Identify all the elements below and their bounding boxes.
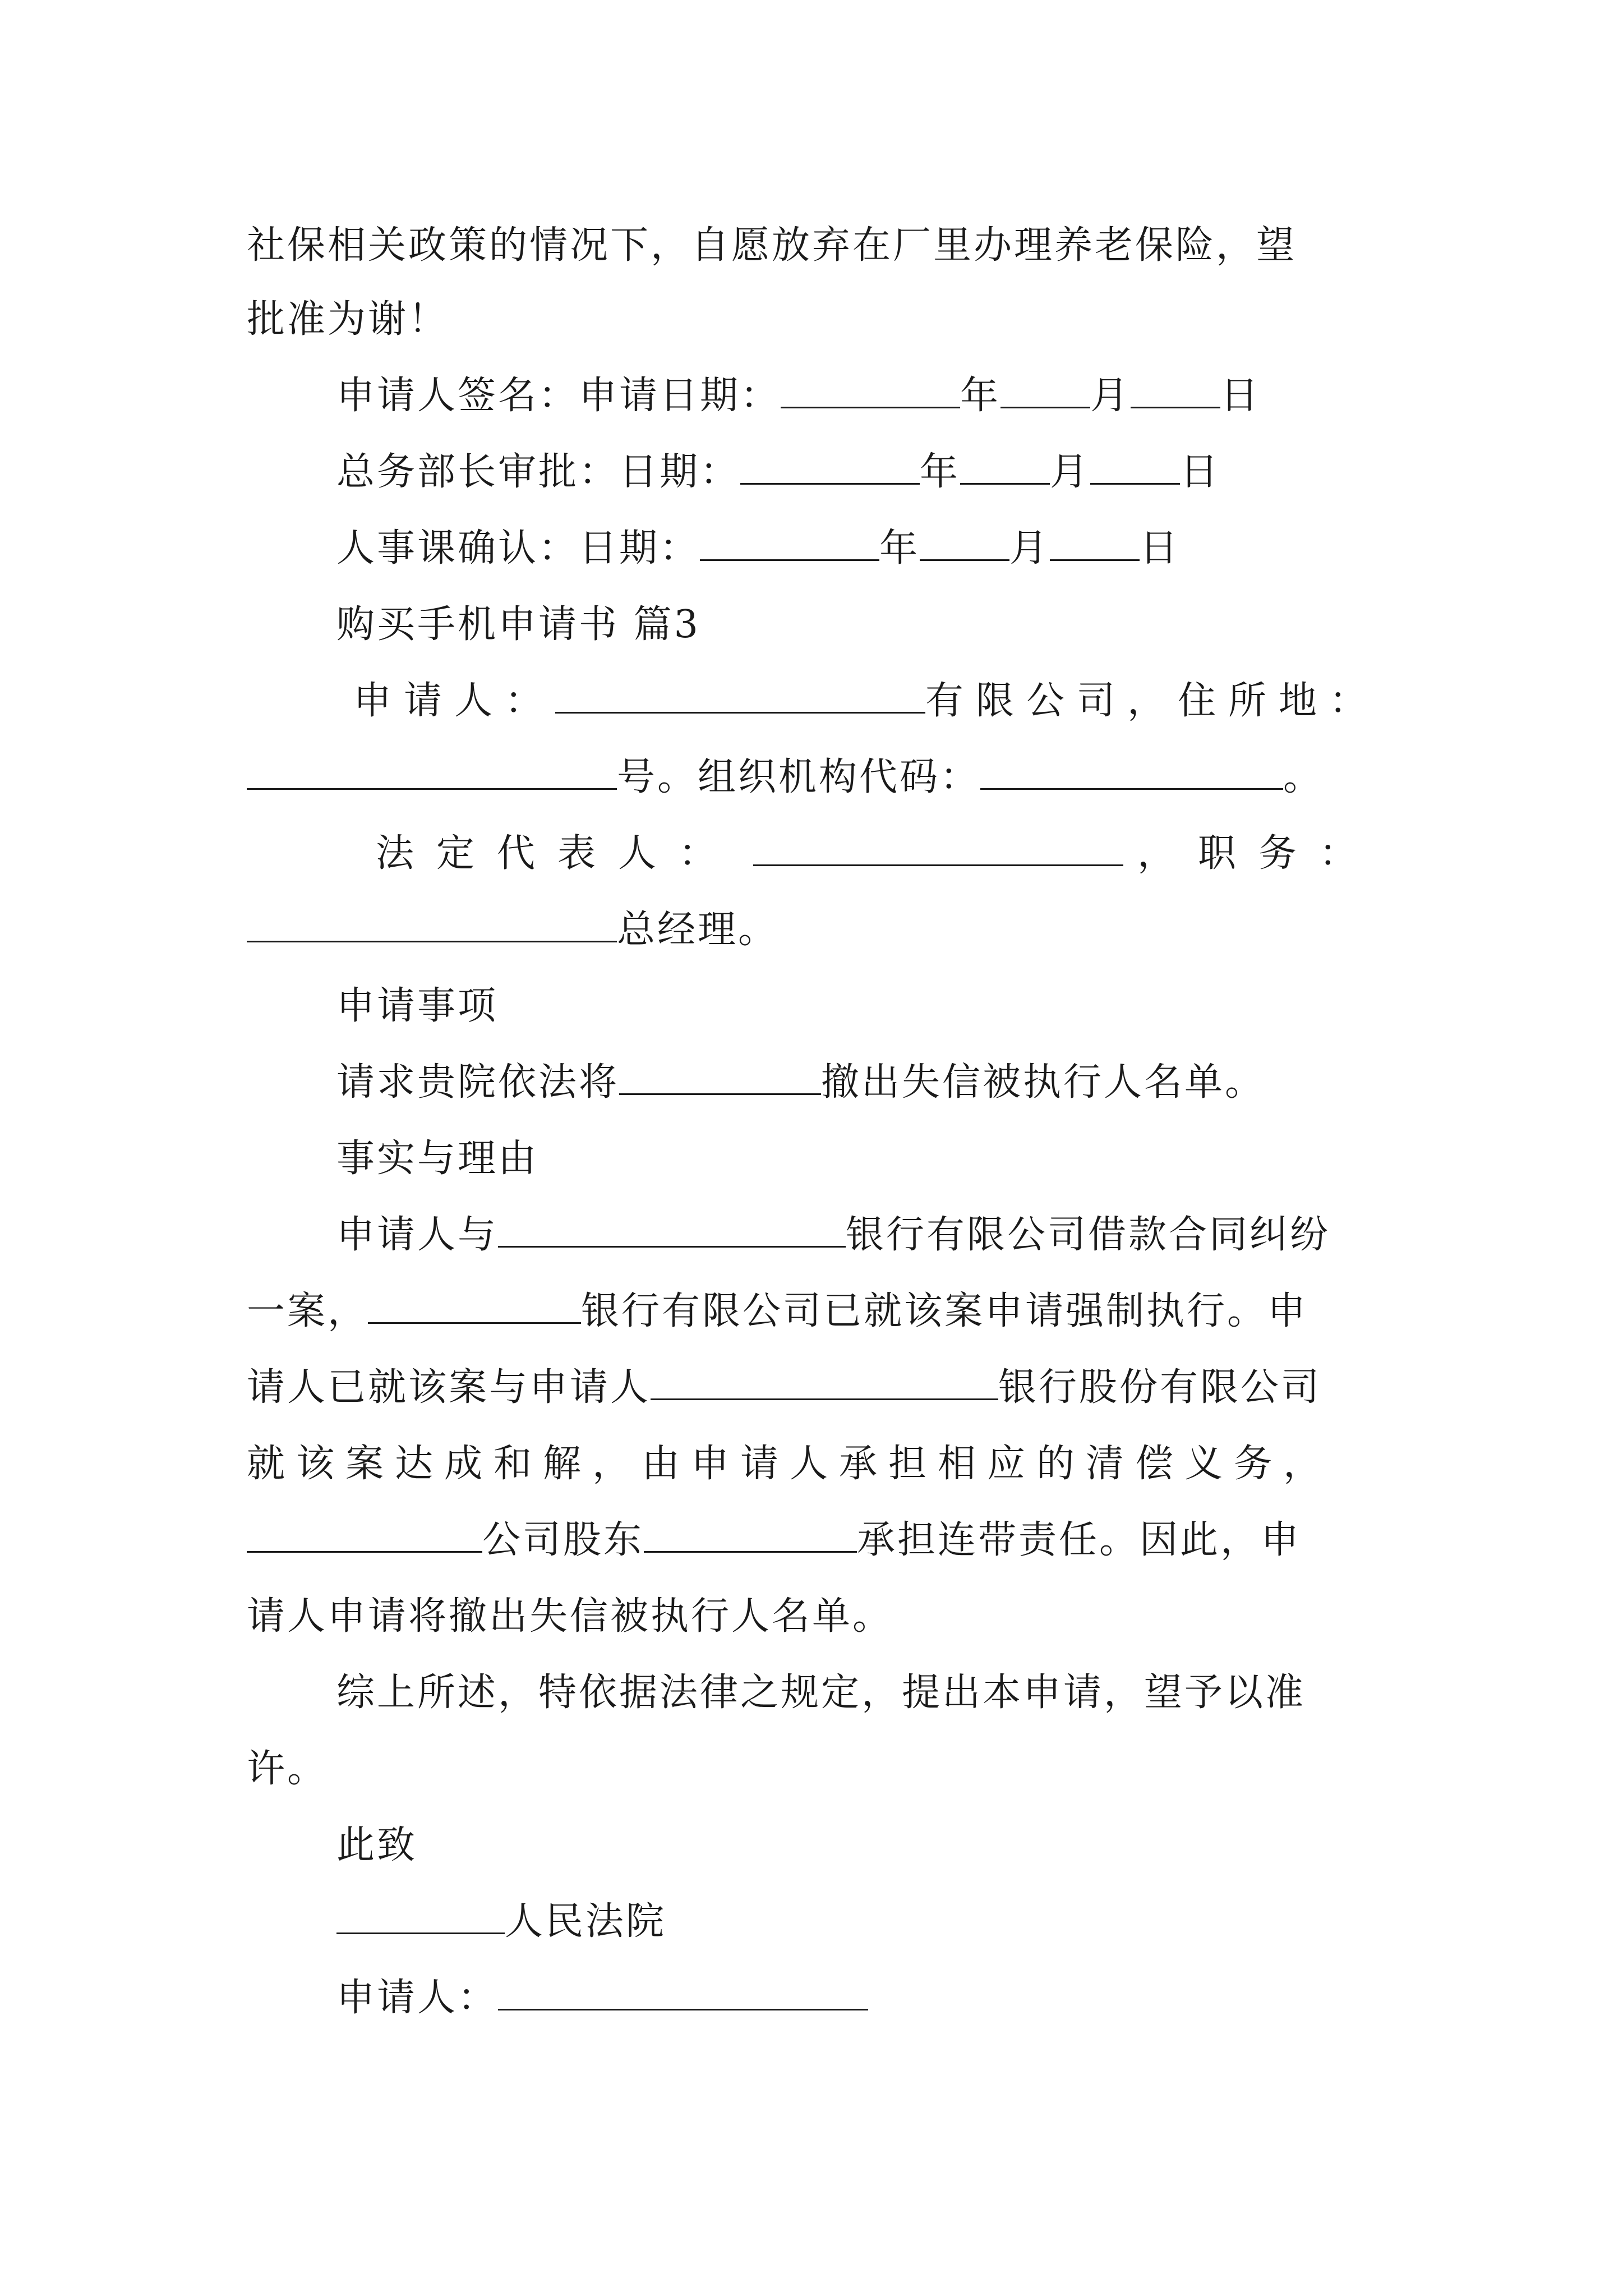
- label: 申请人：: [336, 1976, 499, 2020]
- label: 请人已就该案与申请人: [247, 1365, 651, 1410]
- applicant-sign-line: [336, 1970, 868, 2026]
- date-blank: [960, 449, 1050, 485]
- signature-blank: [498, 1975, 868, 2010]
- label: 请求贵院依法将: [336, 1060, 620, 1105]
- applicant-signature-line: [336, 368, 1261, 424]
- org-code-blank: [980, 754, 1283, 790]
- label: 。: [1283, 755, 1324, 799]
- year-label: 年: [879, 526, 920, 570]
- facts-line: [247, 1360, 1321, 1416]
- paragraph-line: 批准为谢！: [247, 297, 449, 342]
- label: 人民法院: [505, 1899, 667, 1944]
- shareholder-blank: [644, 1517, 857, 1553]
- bank-blank: [651, 1365, 998, 1400]
- facts-line: 请人申请将撤出失信被执行人名单。: [247, 1594, 893, 1639]
- month-label: 月: [1090, 374, 1131, 418]
- date-blank: [1090, 449, 1180, 485]
- year-label: 年: [920, 450, 961, 494]
- rep-blank: [753, 831, 1123, 866]
- label: 总务部长审批：日期：: [336, 450, 741, 494]
- facts-line: [336, 1207, 1330, 1263]
- court-blank: [336, 1899, 505, 1934]
- approval-line: [336, 444, 1220, 500]
- label: 有限公司，住所地：: [925, 679, 1380, 723]
- position-line: [247, 902, 778, 958]
- label: 承担连带责任。因此，申: [857, 1518, 1302, 1562]
- bank-blank: [368, 1289, 581, 1324]
- hr-confirm-line: [336, 521, 1180, 577]
- facts-line: 就该案达成和解，由申请人承担相应的清偿义务，: [247, 1442, 1333, 1486]
- date-blank: [920, 526, 1009, 561]
- date-blank: [781, 373, 960, 408]
- matter-line: [336, 1055, 1265, 1111]
- address-line: [247, 749, 1324, 806]
- month-label: 月: [1009, 526, 1050, 570]
- court-line: [336, 1894, 666, 1950]
- label: 银行股份有限公司: [998, 1365, 1322, 1410]
- label: 总经理。: [617, 908, 779, 952]
- date-blank: [1131, 373, 1220, 408]
- conclusion-line: 综上所述，特依据法律之规定，提出本申请，望予以准: [336, 1671, 1306, 1715]
- label: 申请人签名：申请日期：: [336, 374, 781, 418]
- label: 公司股东: [482, 1518, 644, 1562]
- label: 人事课确认：日期：: [336, 526, 700, 570]
- month-label: 月: [1050, 450, 1091, 494]
- date-blank: [1050, 526, 1140, 561]
- date-blank: [740, 449, 920, 485]
- label: ，职务：: [1137, 831, 1380, 876]
- section-title: 购买手机申请书 篇3: [336, 602, 700, 647]
- conclusion-line: 许。: [247, 1747, 328, 1791]
- day-label: 日: [1180, 450, 1221, 494]
- salutation: 此致: [336, 1823, 418, 1867]
- paragraph-line: 社保相关政策的情况下，自愿放弃在厂里办理养老保险，望: [247, 223, 1297, 268]
- bank-blank: [498, 1212, 846, 1248]
- facts-line: [247, 1283, 1308, 1340]
- label: 一案，: [247, 1289, 368, 1333]
- label: 申请人：: [353, 679, 556, 723]
- company-blank: [247, 1517, 482, 1553]
- day-label: 日: [1220, 374, 1261, 418]
- label: 号。组织机构代码：: [617, 755, 981, 799]
- legal-rep-line: [376, 826, 1380, 882]
- heading-facts: 事实与理由: [336, 1137, 539, 1181]
- position-blank: [247, 907, 617, 942]
- name-blank: [619, 1060, 821, 1095]
- label: 撤出失信被执行人名单。: [821, 1060, 1266, 1105]
- address-blank: [247, 754, 617, 790]
- heading-matter: 申请事项: [336, 984, 499, 1028]
- company-blank: [555, 678, 925, 714]
- facts-line: [247, 1512, 1301, 1568]
- label: 申请人与: [336, 1213, 499, 1257]
- date-blank: [700, 526, 879, 561]
- year-label: 年: [960, 374, 1001, 418]
- date-blank: [1000, 373, 1090, 408]
- applicant-line: [353, 673, 1380, 729]
- label: 银行有限公司借款合同纠纷: [846, 1213, 1331, 1257]
- label: 法定代表人：: [376, 831, 740, 876]
- day-label: 日: [1140, 526, 1181, 570]
- label: 银行有限公司已就该案申请强制执行。申: [581, 1289, 1308, 1333]
